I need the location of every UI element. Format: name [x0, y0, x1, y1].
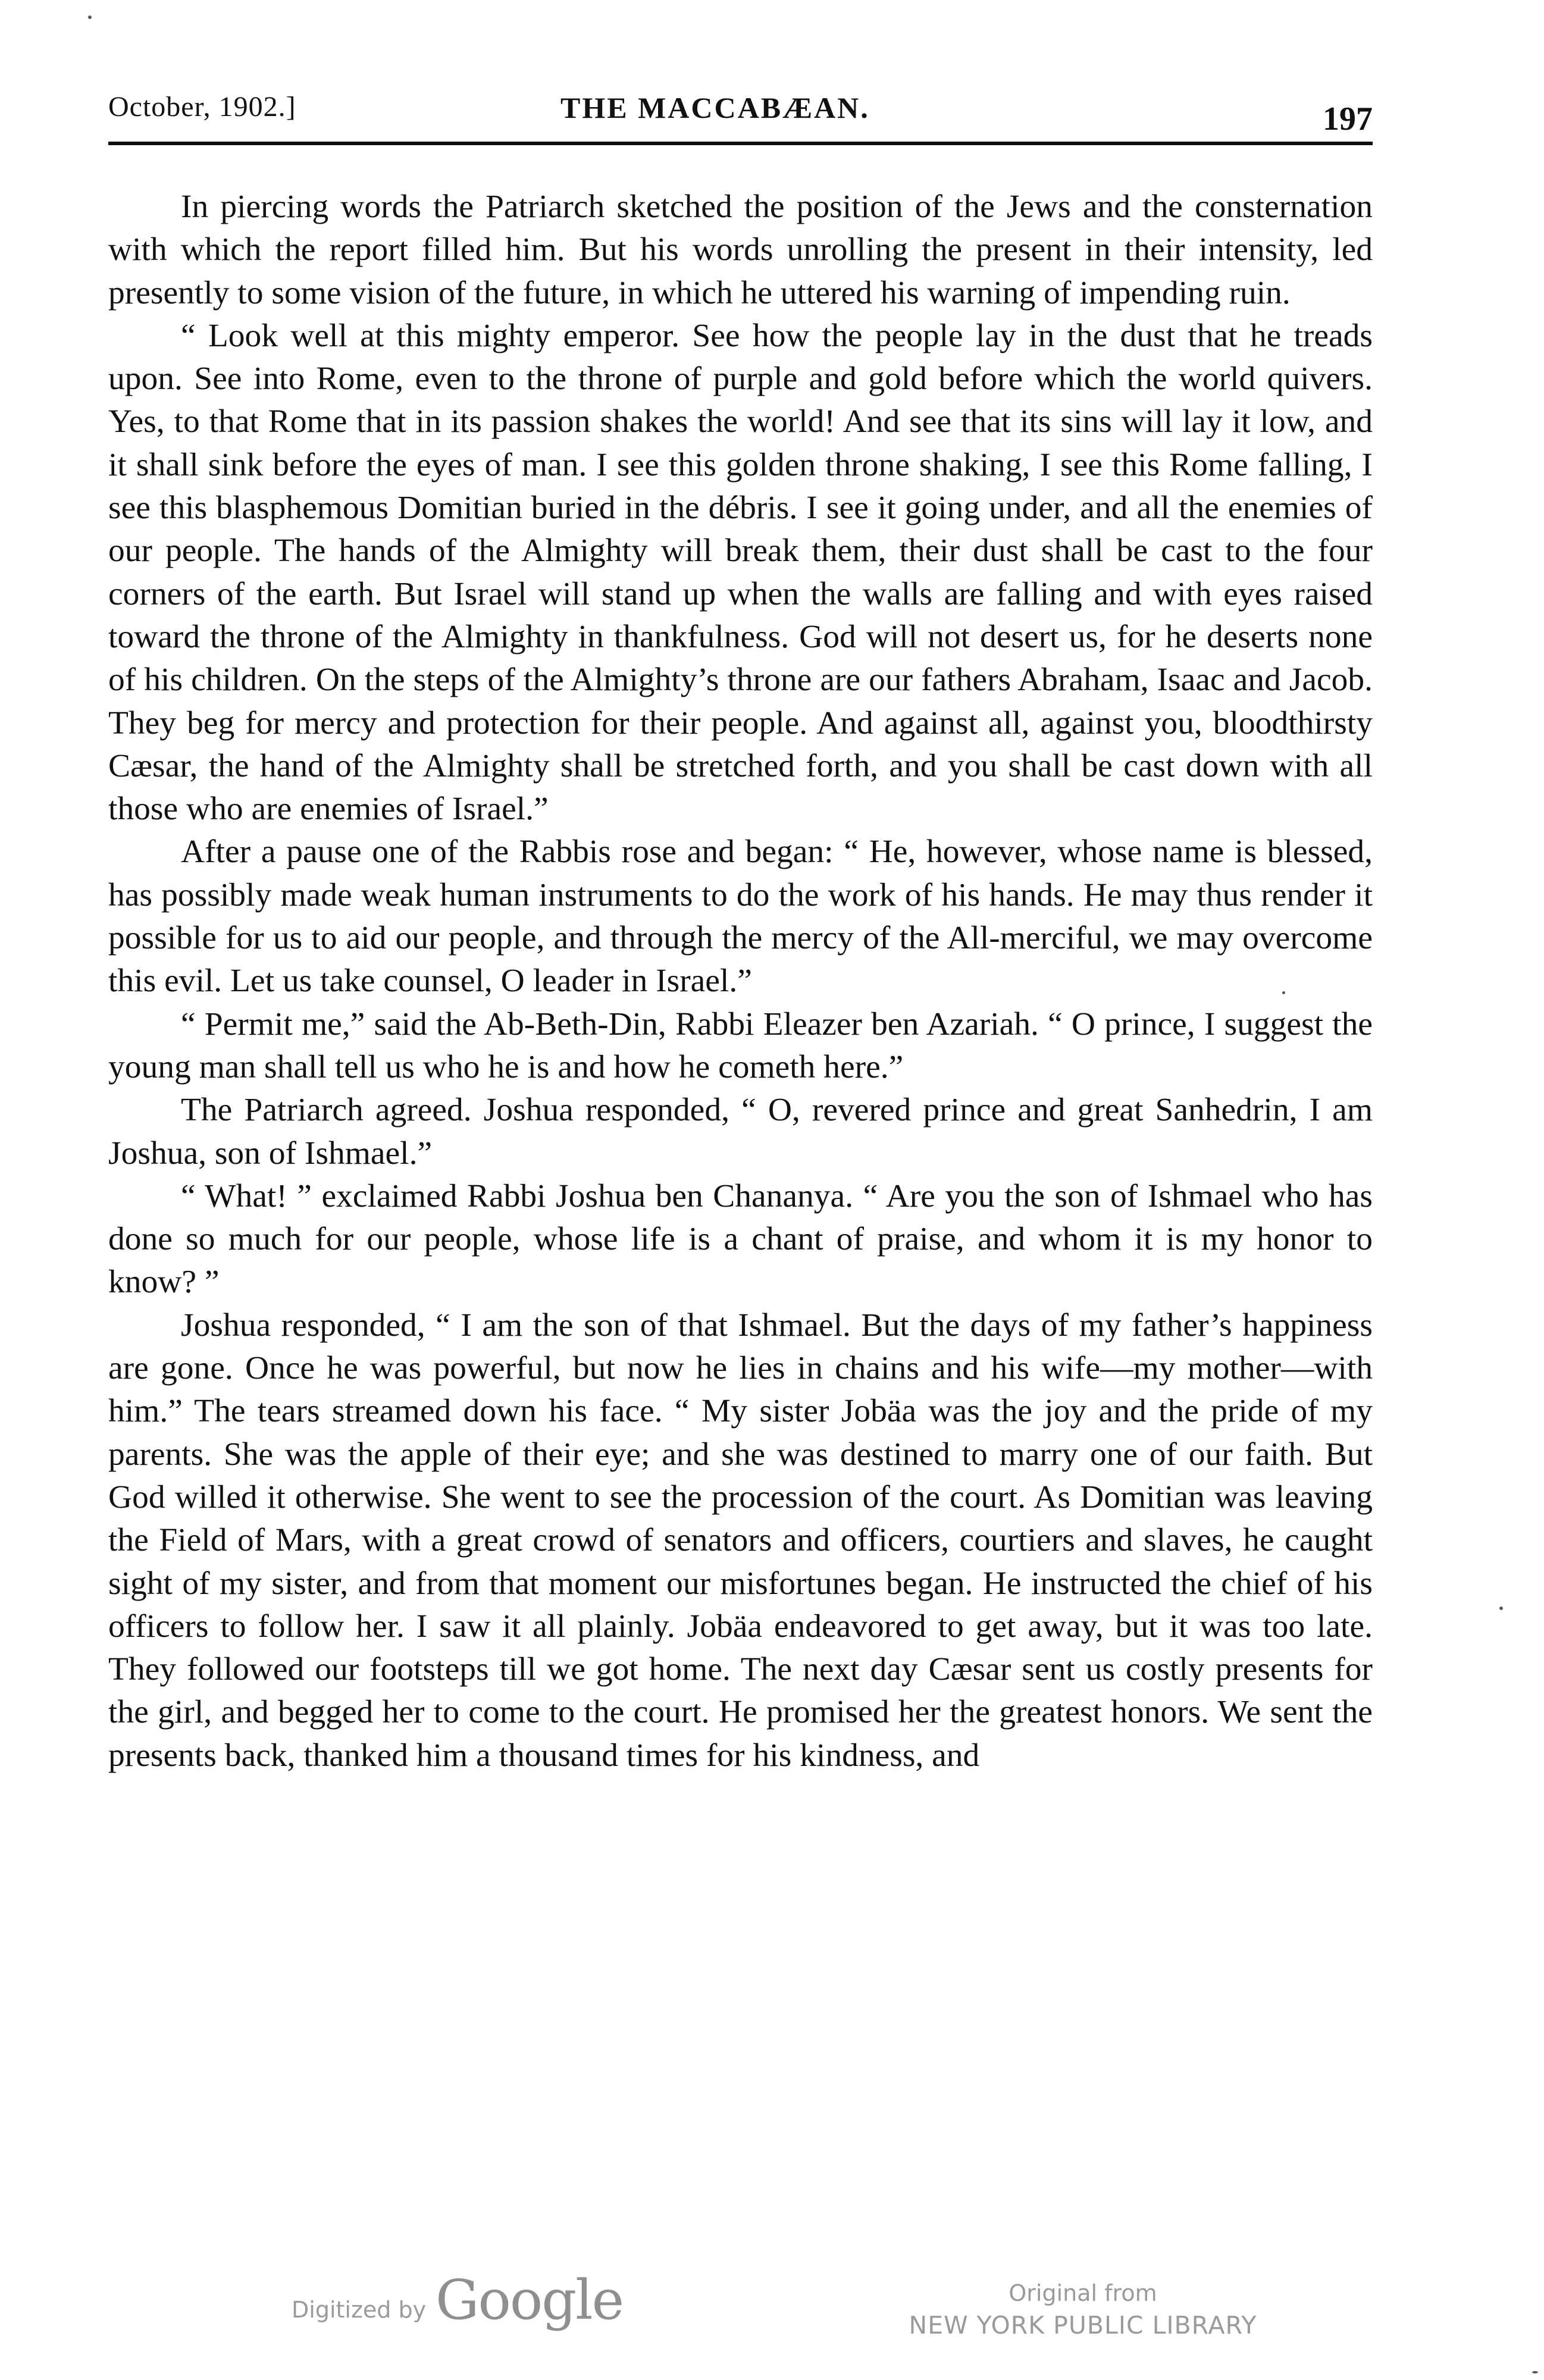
paragraph: “ Permit me,” said the Ab-Beth-Din, Rabbi Eleazer ben Azariah. “ O prince, I suggest the young man shall tell us who he is and how he cometh here.”: [108, 1006, 1373, 1085]
source-watermark: [892, 2278, 1273, 2342]
google-logo: Google: [436, 2268, 624, 2332]
paragraph: In piercing words the Patriarch sketched the position of the Jews and the consternation with which the report filled him. But his words unrolling the present in their intensity, led presently to some vision of the future, in which he uttered his warning of impending ruin.: [108, 189, 1373, 311]
article-body: [108, 186, 1373, 1777]
library-name: NEW YORK PUBLIC LIBRARY: [909, 2311, 1257, 2340]
paragraph: Joshua responded, “ I am the son of that Ishmael. But the days of my father’s happiness are gone. Once he was powerful, but now he lies in chains and his wife—my mother—with him.” The tears streamed down his face. “ My sister Jobäa was the joy and the pride of my parents. She was the apple of their eye; and she was destined to marry one of our faith. But God willed it otherwise. She went to see the procession of the court. As Domitian was leaving the Field of Mars, with a great crowd of senators and officers, courtiers and slaves, he caught sight of my sister, and from that moment our misfortunes began. He instructed the chief of his officers to follow her. I saw it all plainly. Jobäa endeavored to get away, but it was too late. They followed our footsteps till we got home. The next day Cæsar sent us costly presents for the girl, and begged her to come to the court. He promised her the greatest honors. We sent the presents back, thanked him a thousand times for his kindness, and: [108, 1307, 1373, 1774]
paragraph: After a pause one of the Rabbis rose and began: “ He, however, whose name is blessed, has possibly made weak human instruments to do the work of his hands. He may thus render it possible for us to aid our people, and through the mercy of the All-merciful, we may overcome this evil. Let us take counsel, O leader in Israel.”: [108, 834, 1373, 1000]
scan-speck: [1532, 2371, 1538, 2373]
page-number: 197: [1323, 101, 1373, 137]
paragraph: “ What! ” exclaimed Rabbi Joshua ben Chananya. “ Are you the son of Ishmael who has done so much for our people, whose life is a chant of praise, and whom it is my honor to know? ”: [108, 1178, 1373, 1301]
journal-title: THE MACCABÆAN.: [560, 91, 870, 124]
paragraph: The Patriarch agreed. Joshua responded, “ O, revered prince and great Sanhedrin, I am Joshua, son of Ishmael.”: [108, 1092, 1373, 1172]
header-rule: [108, 142, 1373, 145]
original-from-label: Original from: [1009, 2280, 1157, 2306]
scan-speck: [1499, 1606, 1503, 1610]
digitized-by-label: Digitized by: [292, 2297, 427, 2323]
scan-speck: [88, 15, 92, 19]
running-header: [108, 84, 1373, 144]
paragraph: “ Look well at this mighty emperor. See how the people lay in the dust that he treads upon. See into Rome, even to the throne of purple and gold before which the world quivers. Yes, to that Rome that in its passion shakes the world! And see that its sins will lay it low, and it shall sink before the eyes of man. I see this golden throne shaking, I see this Rome falling, I see this blasphemous Domitian buried in the débris. I see it going under, and all the enemies of our people. The hands of the Almighty will break them, their dust shall be cast to the four corners of the earth. But Israel will stand up when the walls are falling and with eyes raised toward the throne of the Almighty in thankfulness. God will not desert us, for he deserts none of his children. On the steps of the Almighty’s throne are our fathers Abraham, Isaac and Jacob. They beg for mercy and protection for their people. And against all, against you, bloodthirsty Cæsar, the hand of the Almighty shall be stretched forth, and you shall be cast down with all those who are enemies of Israel.”: [108, 317, 1373, 828]
scan-speck: [1282, 991, 1285, 994]
header-date: October, 1902.]: [108, 91, 296, 123]
